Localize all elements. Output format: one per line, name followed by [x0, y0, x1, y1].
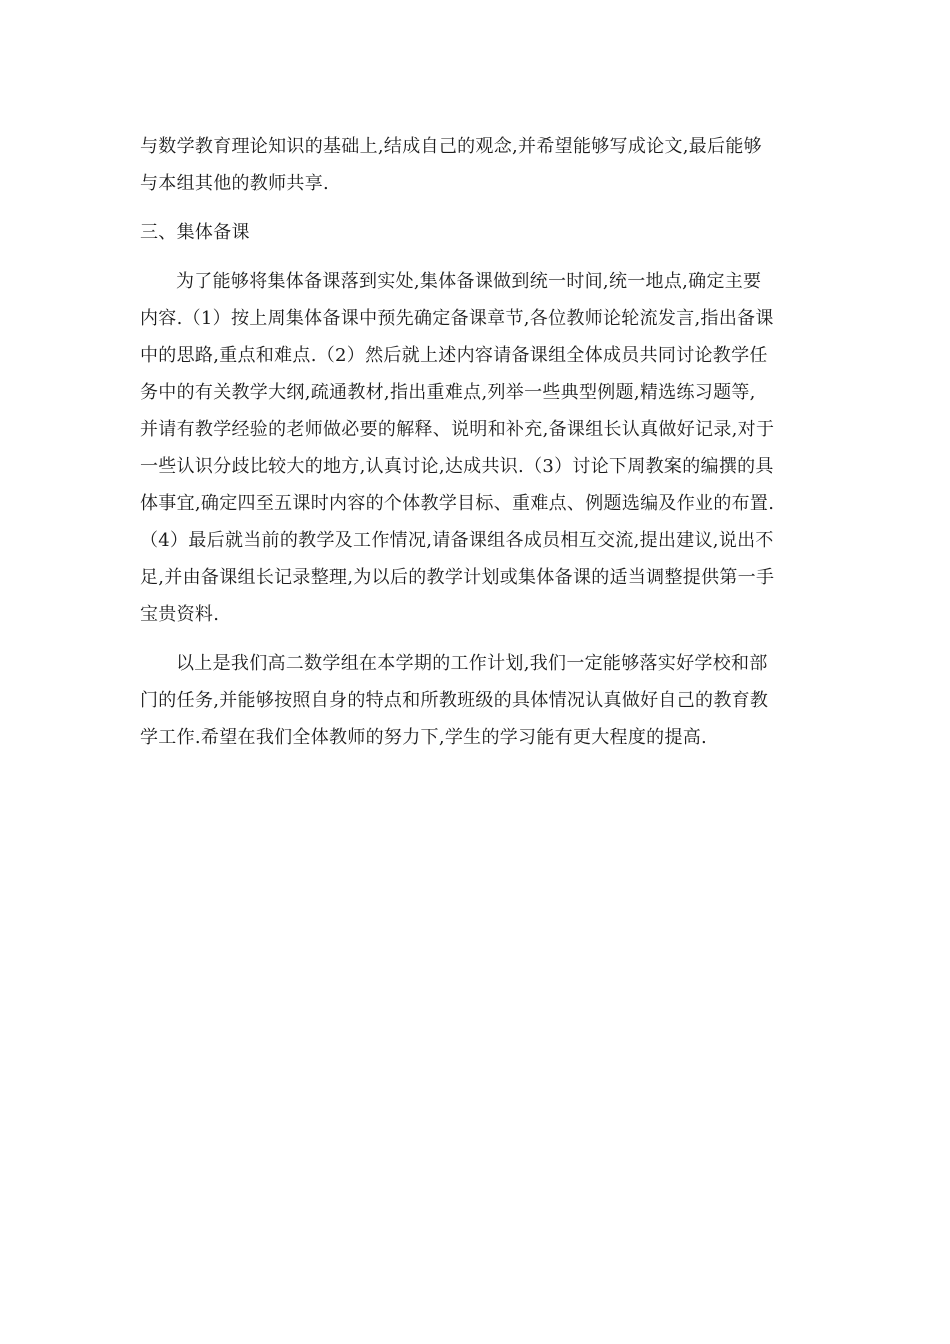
- text-line: 与数学教育理论知识的基础上,结成自己的观念,并希望能够写成论文,最后能够: [140, 136, 762, 157]
- document-body: [140, 128, 820, 756]
- text-line: 以上是我们高二数学组在本学期的工作计划,我们一定能够落实好学校和部: [176, 653, 768, 674]
- text-line: 内容.（1）按上周集体备课中预先确定备课章节,各位教师论轮流发言,指出备课: [140, 308, 774, 329]
- text-line: 宝贵资料.: [140, 604, 220, 625]
- paragraph-gap: [140, 251, 820, 263]
- paragraph-collective-lesson-prep: [140, 263, 820, 633]
- text-line: 一些认识分歧比较大的地方,认真讨论,达成共识.（3）讨论下周教案的编撰的具: [140, 456, 774, 477]
- section-heading: 三、集体备课: [140, 222, 250, 243]
- paragraph-conclusion: [140, 645, 820, 756]
- text-line: 并请有教学经验的老师做必要的解释、说明和补充,备课组长认真做好记录,对于: [140, 419, 775, 440]
- paragraph-gap: [140, 633, 820, 645]
- text-line: 体事宜,确定四至五课时内容的个体教学目标、重难点、例题选编及作业的布置.: [140, 493, 775, 514]
- text-line: 为了能够将集体备课落到实处,集体备课做到统一时间,统一地点,确定主要: [176, 271, 762, 292]
- text-line: 务中的有关教学大纲,疏通教材,指出重难点,列举一些典型例题,精选练习题等,: [140, 382, 756, 403]
- text-line: 与本组其他的教师共享.: [140, 173, 330, 194]
- text-line: 中的思路,重点和难点.（2）然后就上述内容请备课组全体成员共同讨论教学任: [140, 345, 768, 366]
- text-line: 门的任务,并能够按照自身的特点和所教班级的具体情况认真做好自己的教育教: [140, 690, 769, 711]
- paragraph-gap: [140, 202, 820, 214]
- text-line: （4）最后就当前的教学及工作情况,请备课组各成员相互交流,提出建议,说出不: [140, 530, 774, 551]
- text-line: 足,并由备课组长记录整理,为以后的教学计划或集体备课的适当调整提供第一手: [140, 567, 775, 588]
- text-line: 学工作.希望在我们全体教师的努力下,学生的学习能有更大程度的提高.: [140, 727, 708, 748]
- paragraph-continued: [140, 128, 820, 202]
